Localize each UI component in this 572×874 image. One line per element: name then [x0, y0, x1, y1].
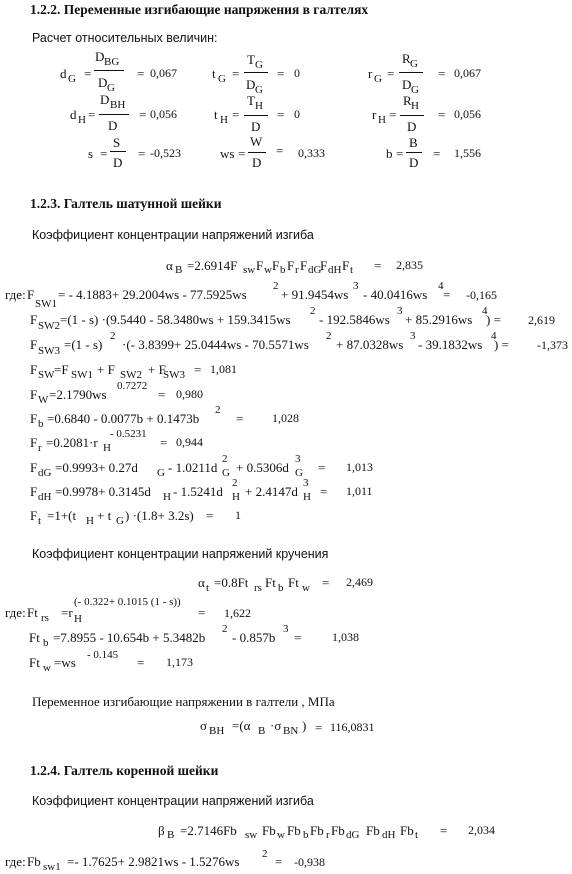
- value-Ftw: 1,173: [166, 655, 193, 669]
- where-label-2: где:: [5, 605, 26, 620]
- value-Fsw1: -0,165: [466, 288, 497, 302]
- relative-calc-label: Расчет относительных величин:: [32, 31, 218, 45]
- value-ws: 0,333: [298, 146, 325, 160]
- value-s: -0,523: [150, 146, 181, 160]
- value-dG: 0,067: [150, 66, 177, 80]
- value-Fsw: 1,081: [210, 362, 237, 376]
- value-Ft: 1: [235, 508, 241, 522]
- torsion-coef-label: Коэффициент концентрации напряжений кручения: [32, 547, 329, 561]
- value-Fsw2: 2,619: [528, 313, 555, 327]
- value-alpha-t: 2,469: [346, 575, 373, 589]
- value-tH: 0: [294, 107, 300, 121]
- value-rH: 0,056: [454, 107, 481, 121]
- value-b: 1,556: [454, 146, 481, 160]
- heading-1-2-3: 1.2.3. Галтель шатунной шейки: [30, 196, 222, 211]
- heading-1-2-4: 1.2.4. Галтель коренной шейки: [30, 763, 219, 778]
- value-alpha-B: 2,835: [396, 258, 423, 272]
- bend-coef-label-2: Коэффициент концентрации напряжений изгиба: [32, 794, 314, 808]
- value-sigma: 116,0831: [330, 720, 375, 734]
- value-tG: 0: [294, 66, 300, 80]
- heading-1-2-2: 1.2.2. Переменные изгибающие напряжения в галтелях: [30, 2, 369, 17]
- value-FdH: 1,011: [346, 484, 373, 498]
- value-Fb: 1,028: [272, 411, 299, 425]
- where-label-3: где:: [5, 854, 26, 869]
- value-FdG: 1,013: [346, 460, 373, 474]
- value-rG: 0,067: [454, 66, 481, 80]
- value-Fsw3: -1,373: [537, 338, 568, 352]
- where-label: где:: [5, 287, 26, 302]
- value-Fr: 0,944: [176, 435, 203, 449]
- alt-stress-label: Переменное изгибающие напряжении в галтели , МПа: [32, 694, 335, 709]
- bend-coef-label-1: Коэффициент концентрации напряжений изгиба: [32, 228, 314, 242]
- value-Fbsw1: -0,938: [294, 855, 325, 869]
- value-dH: 0,056: [150, 107, 177, 121]
- value-beta-B: 2,034: [468, 823, 495, 837]
- value-Ftrs: 1,622: [224, 606, 251, 620]
- value-Fw: 0,980: [176, 387, 203, 401]
- value-Ftb: 1,038: [332, 630, 359, 644]
